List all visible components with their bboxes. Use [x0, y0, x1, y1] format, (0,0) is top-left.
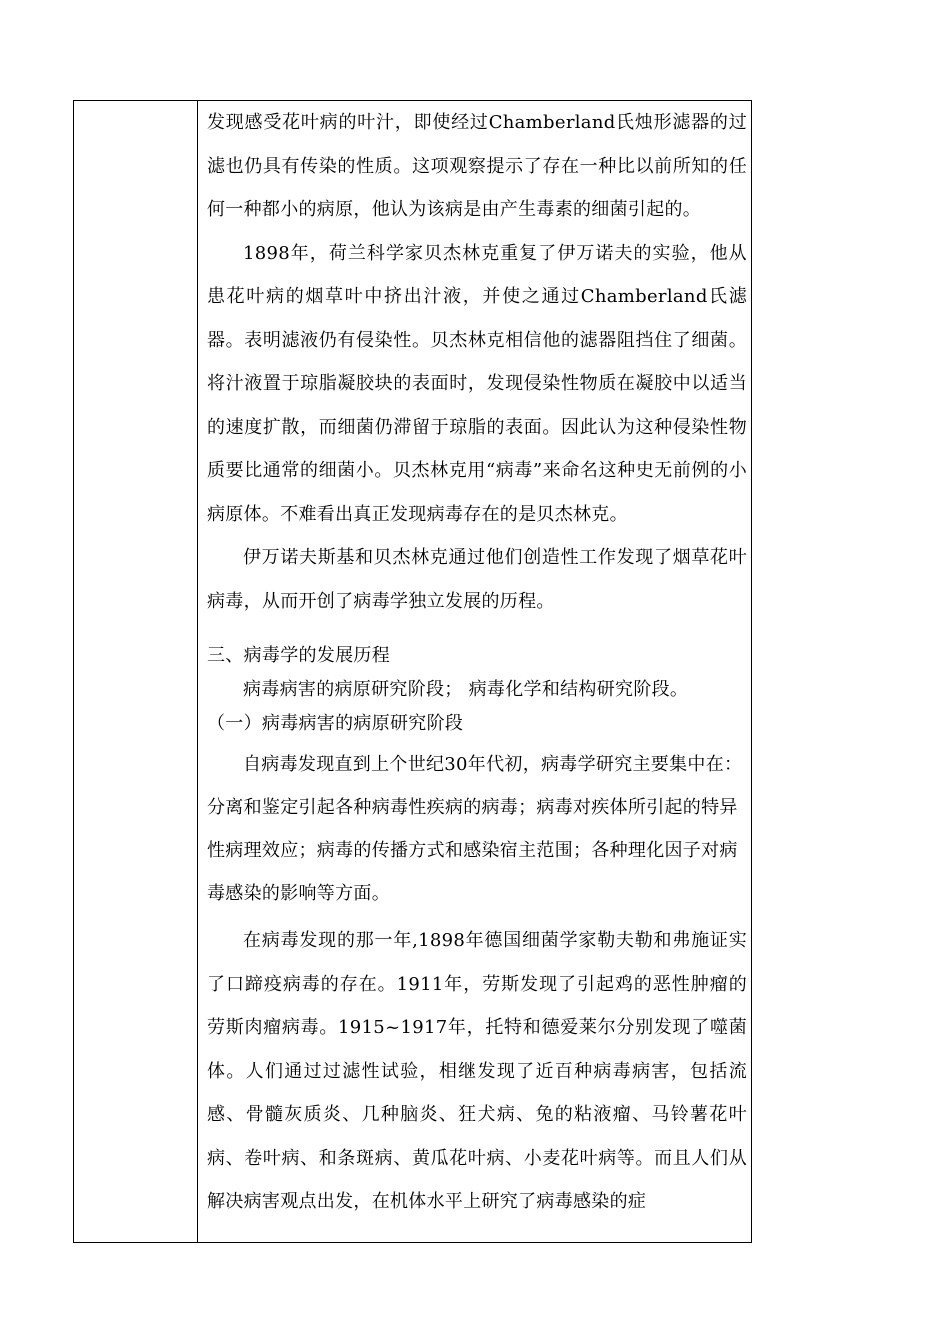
paragraph-tmv-filter: 发现感受花叶病的叶汁，即使经过Chamberland氏烛形滤器的过滤也仍具有传染的性质。这项观察提示了存在一种比以前所知的任何一种都小的病原，他认为该病是由产生毒素的细菌引起的。	[207, 112, 747, 220]
paragraph-discoveries: 在病毒发现的那一年,1898年德国细菌学家勒夫勒和弗施证实了口蹄疫病毒的存在。1911年，劳斯发现了引起鸡的恶性肿瘤的劳斯肉瘤病毒。1915~1917年，托特和德爱莱尔分别发现了噬菌体。人们通过过滤性试验，相继发现了近百种病毒病害，包括流感、骨髓灰质炎、几种脑炎、狂犬病、兔的粘液瘤、马铃薯花叶病、卷叶病、和条斑病、黄瓜花叶病、小麦花叶病等。而且人们从解决病害观点出发，在机体水平上研究了病毒感染的症	[207, 930, 747, 1212]
document-table	[73, 100, 752, 1243]
stages-summary: 病毒病害的病原研究阶段； 病毒化学和结构研究阶段。	[243, 679, 689, 700]
spacer	[207, 623, 747, 635]
table-left-column	[74, 101, 198, 1242]
subsection-heading-1: （一）病毒病害的病原研究阶段	[207, 713, 464, 734]
paragraph-conclusion: 伊万诺夫斯基和贝杰林克通过他们创造性工作发现了烟草花叶病毒，从而开创了病毒学独立发展的历程。	[207, 547, 747, 612]
section-heading-3: 三、病毒学的发展历程	[207, 645, 390, 666]
paragraph-beijerinck: 1898年，荷兰科学家贝杰林克重复了伊万诺夫的实验，他从患花叶病的烟草叶中挤出汁液，并使之通过Chamberland氏滤器。表明滤液仍有侵染性。贝杰林克相信他的滤器阻挡住了细菌。将汁液置于琼脂凝胶块的表面时，发现侵染性物质在凝胶中以适当的速度扩散，而细菌仍滞留于琼脂的表面。因此认为这种侵染性物质要比通常的细菌小。贝杰林克用“病毒”来命名这种史无前例的小病原体。不难看出真正发现病毒存在的是贝杰林克。	[207, 242, 747, 525]
table-content-cell	[207, 101, 747, 1224]
paragraph-early-research: 自病毒发现直到上个世纪30年代初，病毒学研究主要集中在：分离和鉴定引起各种病毒性疾病的病毒；病毒对疾体所引起的特异性病理效应；病毒的传播方式和感染宿主范围；各种理化因子对病毒感染的影响等方面。	[207, 754, 743, 904]
